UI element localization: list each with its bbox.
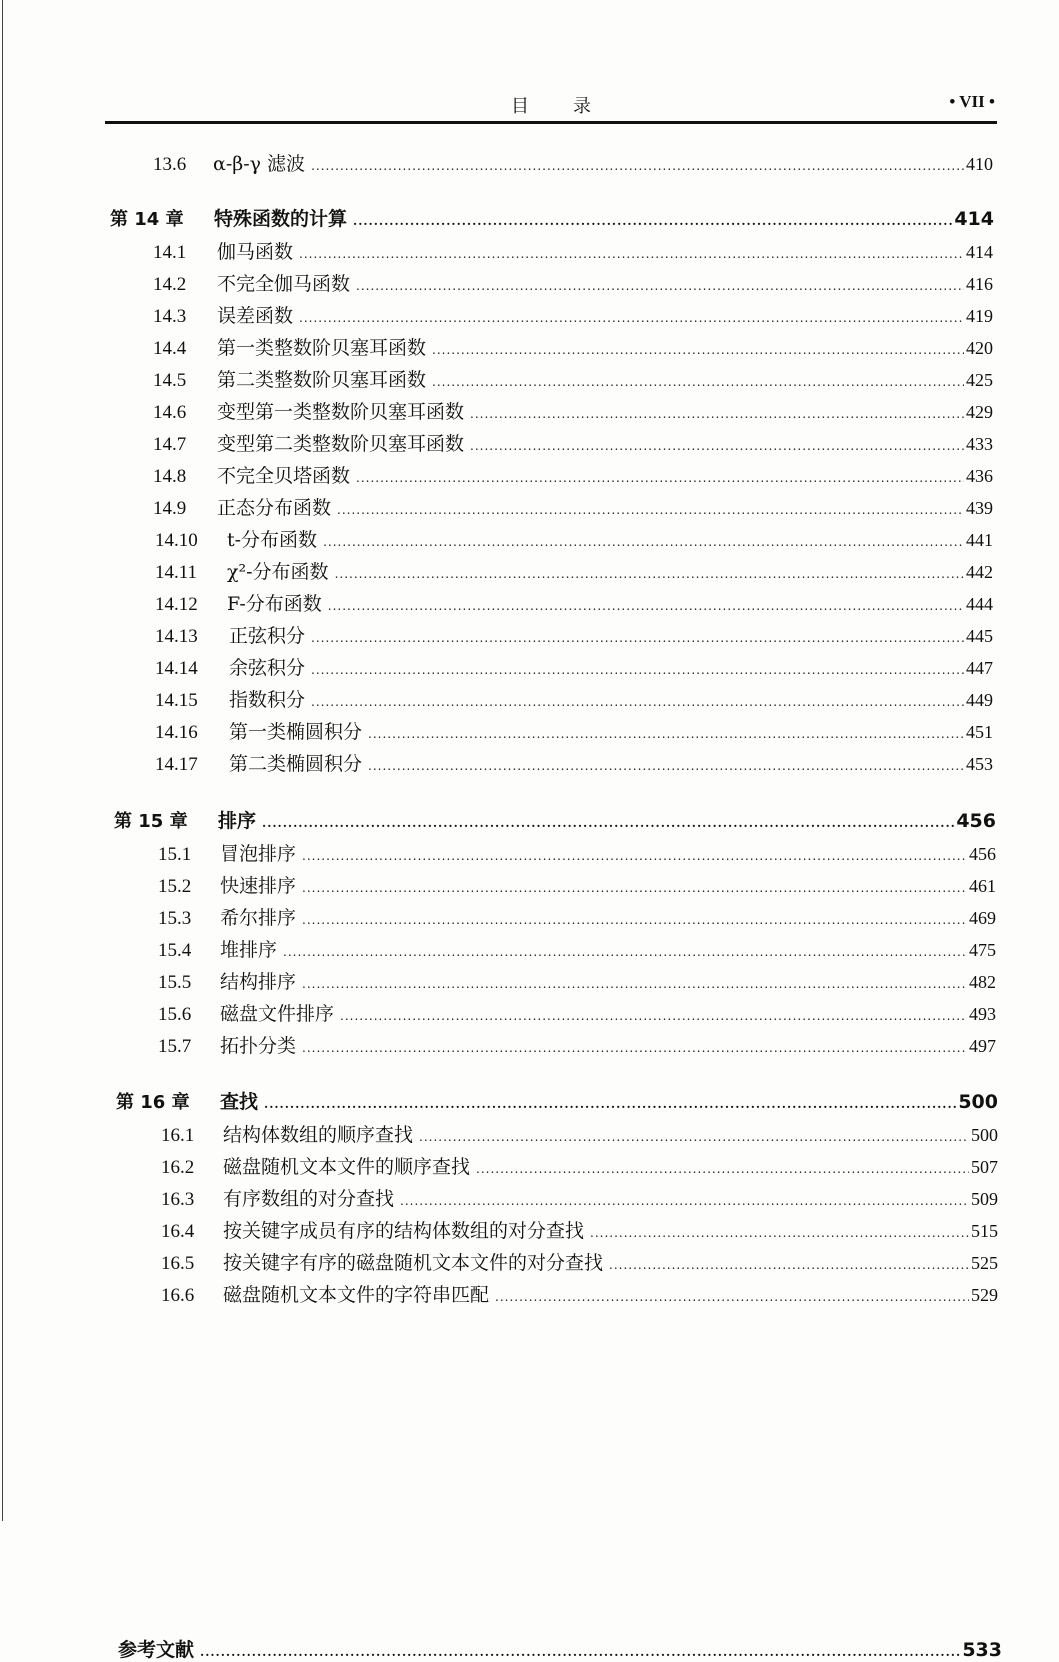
toc-entry-title: 特殊函数的计算 [214, 208, 348, 230]
toc-entry-title: 第二类椭圆积分 [229, 753, 363, 775]
toc-entry-title: 拓扑分类 [220, 1035, 297, 1057]
toc-leader-dots [368, 760, 964, 772]
toc-entry-number: 16.4 [161, 1221, 195, 1242]
toc-section-entry [161, 1219, 998, 1244]
toc-entry-page: 469 [969, 908, 996, 928]
toc-section-entry [161, 1251, 998, 1276]
toc-entry-page: 416 [966, 274, 993, 294]
toc-entry-number: 14.1 [153, 242, 187, 263]
toc-leader-dots [283, 946, 967, 958]
toc-chapter-entry [114, 809, 996, 834]
toc-entry-title: χ²-分布函数 [227, 561, 329, 583]
toc-leader-dots [264, 1098, 956, 1110]
toc-entry-page: 529 [971, 1285, 998, 1305]
toc-entry-number: 第 15 章 [114, 811, 188, 832]
toc-entry-page: 447 [966, 658, 993, 678]
toc-section-entry [158, 938, 996, 963]
toc-entry-page: 461 [969, 876, 996, 896]
toc-entry-number: 15.4 [158, 940, 192, 961]
toc-entry-title: 按关键字成员有序的结构体数组的对分查找 [223, 1220, 585, 1242]
toc-entry-page: 456 [956, 810, 996, 832]
toc-chapter-entry [116, 1090, 998, 1115]
toc-section-entry [158, 842, 996, 867]
toc-entry-number: 14.10 [155, 530, 198, 551]
toc-entry-page: 500 [971, 1125, 998, 1145]
toc-entry-title: 正弦积分 [229, 625, 306, 647]
toc-entry-title: 磁盘随机文本文件的字符串匹配 [223, 1284, 490, 1306]
toc-entry-title: 不完全贝塔函数 [217, 465, 351, 487]
toc-section-entry [161, 1283, 998, 1308]
toc-entry-number: 15.1 [158, 844, 192, 865]
toc-entry-title: 冒泡排序 [220, 843, 297, 865]
toc-section-entry [153, 464, 993, 489]
toc-section-entry [155, 592, 993, 617]
toc-leader-dots [340, 1010, 967, 1022]
toc-leader-dots [590, 1227, 969, 1239]
toc-entry-page: 444 [966, 594, 993, 614]
header-title-left: 目 [511, 96, 529, 117]
toc-entry-title: 有序数组的对分查找 [223, 1188, 395, 1210]
toc-entry-title: 结构排序 [220, 971, 297, 993]
header-title-right: 录 [573, 96, 591, 117]
toc-section-entry [158, 874, 996, 899]
toc-entry-page: 425 [966, 370, 993, 390]
toc-leader-dots [311, 632, 964, 644]
toc-entry-page: 456 [969, 844, 996, 864]
toc-entry-number: 13.6 [153, 154, 187, 175]
toc-entry-title: 堆排序 [220, 939, 278, 961]
toc-leader-dots [368, 728, 964, 740]
toc-entry-number: 14.4 [153, 338, 187, 359]
toc-entry-title: 正态分布函数 [217, 497, 332, 519]
toc-leader-dots [302, 978, 967, 990]
toc-entry-number: 16.2 [161, 1157, 195, 1178]
toc-section-entry [155, 624, 993, 649]
toc-section-entry [161, 1187, 998, 1212]
toc-leader-dots [432, 344, 964, 356]
toc-section-entry [153, 400, 993, 425]
toc-entry-title: 参考文献 [118, 1639, 195, 1661]
toc-entry-page: 482 [969, 972, 996, 992]
toc-entry-title: 排序 [218, 810, 257, 832]
toc-section-entry [155, 688, 993, 713]
toc-section-entry [158, 1002, 996, 1027]
toc-entry-page: 429 [966, 402, 993, 422]
toc-entry-title: 伽马函数 [217, 241, 294, 263]
toc-entry-title: α-β-γ 滤波 [213, 153, 306, 175]
toc-entry-number: 16.6 [161, 1285, 195, 1306]
toc-leader-dots [323, 536, 964, 548]
header-page-number: • VII • [949, 92, 995, 111]
toc-section-entry [158, 970, 996, 995]
toc-leader-dots [356, 472, 964, 484]
toc-entry-page: 451 [966, 722, 993, 742]
toc-entry-number: 14.13 [155, 626, 198, 647]
toc-leader-dots [335, 568, 964, 580]
toc-entry-page: 436 [966, 466, 993, 486]
toc-entry-title: 不完全伽马函数 [217, 273, 351, 295]
toc-leader-dots [337, 504, 964, 516]
toc-section-entry [155, 720, 993, 745]
toc-entry-number: 14.8 [153, 466, 187, 487]
toc-leader-dots [302, 850, 967, 862]
toc-entry-page: 414 [954, 208, 994, 230]
toc-entry-page: 433 [966, 434, 993, 454]
toc-entry-title: 磁盘文件排序 [220, 1003, 335, 1025]
toc-section-entry [153, 336, 993, 361]
toc-entry-title: 希尔排序 [220, 907, 297, 929]
toc-entry-number: 14.2 [153, 274, 187, 295]
toc-entry-number: 14.16 [155, 722, 198, 743]
toc-entry-number: 第 16 章 [116, 1092, 190, 1113]
toc-section-entry [155, 752, 993, 777]
toc-section-entry [155, 528, 993, 553]
toc-section-entry [153, 368, 993, 393]
toc-entry-page: 525 [971, 1253, 998, 1273]
toc-entry-page: 500 [958, 1091, 998, 1113]
toc-entry-page: 453 [966, 754, 993, 774]
toc-entry-page: 493 [969, 1004, 996, 1024]
toc-entry-number: 14.3 [153, 306, 187, 327]
toc-entry-title: 按关键字有序的磁盘随机文本文件的对分查找 [223, 1252, 604, 1274]
toc-leader-dots [302, 914, 967, 926]
toc-entry-number: 16.3 [161, 1189, 195, 1210]
toc-entry-page: 533 [962, 1639, 1002, 1661]
toc-entry-number: 14.15 [155, 690, 198, 711]
toc-entry-number: 14.9 [153, 498, 187, 519]
toc-entry-page: 439 [966, 498, 993, 518]
toc-leader-dots [311, 696, 964, 708]
toc-leader-dots [311, 160, 964, 172]
toc-entry-title: F-分布函数 [227, 593, 322, 615]
toc-section-entry [153, 152, 993, 177]
toc-section-entry [153, 272, 993, 297]
toc-entry-page: 445 [966, 626, 993, 646]
toc-leader-dots [356, 280, 964, 292]
toc-entry-page: 507 [971, 1157, 998, 1177]
toc-entry-title: 快速排序 [220, 875, 297, 897]
toc-entry-title: 第一类椭圆积分 [229, 721, 363, 743]
toc-leader-dots [299, 248, 964, 260]
toc-entry-title: 余弦积分 [229, 657, 306, 679]
toc-leader-dots [609, 1259, 969, 1271]
toc-entry-number: 14.14 [155, 658, 198, 679]
toc-entry-number: 15.5 [158, 972, 192, 993]
toc-entry-page: 515 [971, 1221, 998, 1241]
toc-entry-title: 指数积分 [229, 689, 306, 711]
toc-entry-title: 磁盘随机文本文件的顺序查找 [223, 1156, 471, 1178]
toc-entry-page: 414 [966, 242, 993, 262]
toc-entry-page: 420 [966, 338, 993, 358]
toc-entry-title: t-分布函数 [227, 529, 318, 551]
toc-section-entry [161, 1123, 998, 1148]
toc-entry-number: 14.12 [155, 594, 198, 615]
toc-entry-page: 442 [966, 562, 993, 582]
toc-entry-number: 15.7 [158, 1036, 192, 1057]
toc-entry-number: 14.6 [153, 402, 187, 423]
toc-section-entry [153, 304, 993, 329]
toc-entry-number: 14.7 [153, 434, 187, 455]
toc-leader-dots [302, 882, 967, 894]
toc-section-entry [161, 1155, 998, 1180]
toc-chapter-entry [110, 207, 994, 232]
toc-entry-number: 14.11 [155, 562, 198, 583]
toc-entry-page: 419 [966, 306, 993, 326]
toc-entry-number: 15.6 [158, 1004, 192, 1025]
toc-entry-title: 变型第一类整数阶贝塞耳函数 [217, 401, 465, 423]
toc-leader-dots [353, 215, 952, 227]
toc-entry-page: 410 [966, 154, 993, 174]
toc-section-entry [158, 1034, 996, 1059]
toc-leader-dots [262, 817, 954, 829]
toc-entry-title: 结构体数组的顺序查找 [223, 1124, 414, 1146]
toc-leader-dots [419, 1131, 969, 1143]
toc-leader-dots [470, 408, 964, 420]
toc-leader-dots [328, 600, 964, 612]
toc-entry-title: 查找 [220, 1091, 259, 1113]
toc-section-entry [153, 496, 993, 521]
toc-entry-number: 16.5 [161, 1253, 195, 1274]
toc-entry-page: 475 [969, 940, 996, 960]
toc-leader-dots [311, 664, 964, 676]
toc-section-entry [158, 906, 996, 931]
toc-entry-number: 第 14 章 [110, 209, 184, 230]
toc-leader-dots [470, 440, 964, 452]
toc-entry-title: 变型第二类整数阶贝塞耳函数 [217, 433, 465, 455]
toc-entry-page: 497 [969, 1036, 996, 1056]
toc-chapter-entry [118, 1638, 1002, 1662]
toc-entry-number: 16.1 [161, 1125, 195, 1146]
toc-entry-number: 14.17 [155, 754, 198, 775]
toc-leader-dots [495, 1291, 969, 1303]
toc-section-entry [153, 432, 993, 457]
toc-entry-number: 15.3 [158, 908, 192, 929]
toc-leader-dots [432, 376, 964, 388]
toc-entry-title: 第二类整数阶贝塞耳函数 [217, 369, 427, 391]
toc-section-entry [155, 560, 993, 585]
toc-section-entry [153, 240, 993, 265]
toc-leader-dots [476, 1163, 969, 1175]
toc-entry-page: 441 [966, 530, 993, 550]
toc-entry-page: 449 [966, 690, 993, 710]
toc-entry-title: 第一类整数阶贝塞耳函数 [217, 337, 427, 359]
toc-leader-dots [400, 1195, 969, 1207]
toc-entry-page: 509 [971, 1189, 998, 1209]
toc-entry-title: 误差函数 [217, 305, 294, 327]
toc-leader-dots [302, 1042, 967, 1054]
toc-section-entry [155, 656, 993, 681]
toc-leader-dots [200, 1646, 960, 1658]
toc-entry-number: 14.5 [153, 370, 187, 391]
toc-entry-number: 15.2 [158, 876, 192, 897]
toc-leader-dots [299, 312, 964, 324]
